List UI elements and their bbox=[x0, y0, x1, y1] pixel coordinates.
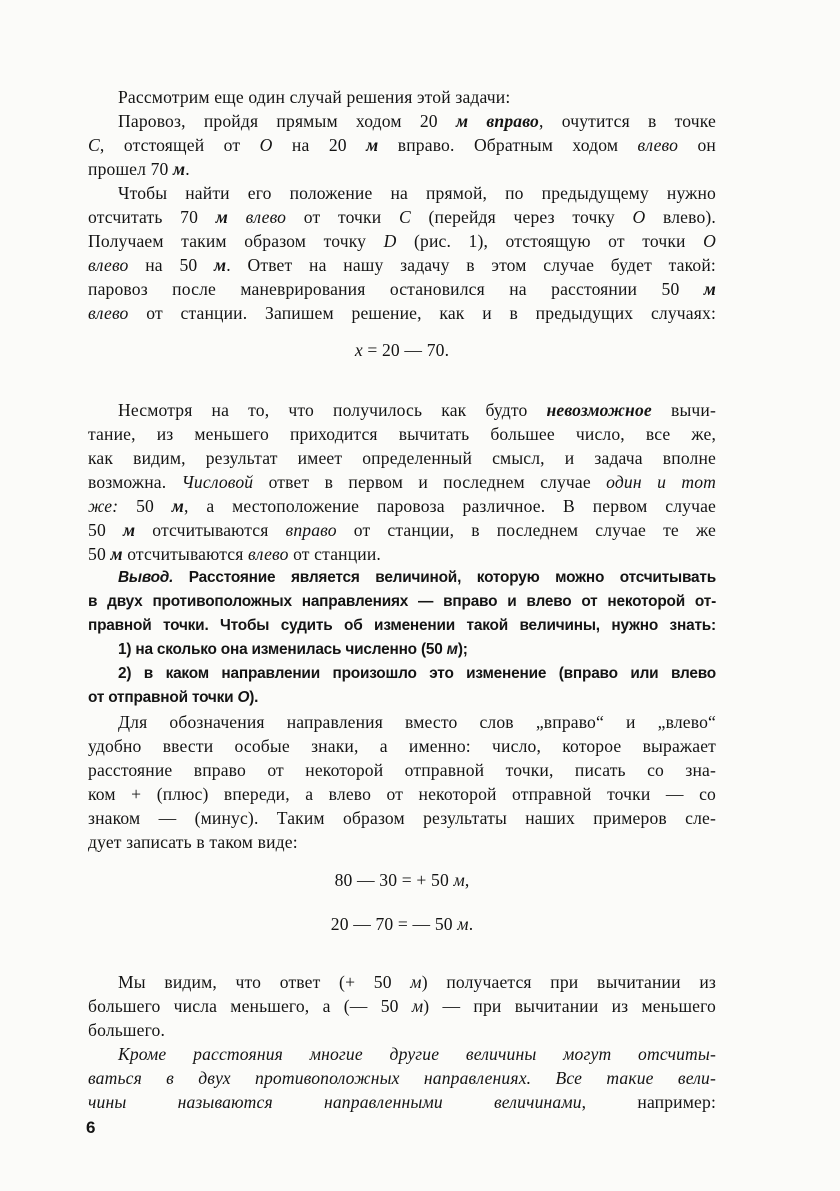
text-line: как видим, результат имеет определенный смысл, и задача вполне bbox=[88, 448, 716, 468]
text-line: расстояние вправо от некоторой отправной точки, писать со зна- bbox=[88, 760, 716, 780]
text-line: Чтобы найти его положение на прямой, по предыдущему нужно bbox=[118, 183, 716, 203]
conclusion-line: 2) в каком направлении произошло это изменение (вправо или влево bbox=[118, 665, 716, 682]
text-line: отсчитать 70 м влево от точки C (перейдя через точку O влево). bbox=[88, 207, 716, 227]
text-line: Рассмотрим еще один случай решения этой задачи: bbox=[118, 87, 511, 107]
formula: 20 — 70 = — 50 м. bbox=[330, 914, 474, 934]
text-line: большего. bbox=[88, 1020, 165, 1040]
text-line: 50 м отсчитываются влево от станции. bbox=[88, 544, 381, 564]
text-line: Мы видим, что ответ (+ 50 м) получается при вычитании из bbox=[118, 972, 716, 992]
text-line: Для обозначения направления вместо слов „вправо“ и „влево“ bbox=[118, 712, 716, 732]
text-line: C, отстоящей от O на 20 м вправо. Обратным ходом влево он bbox=[88, 135, 716, 155]
text-line: 50 м отсчитываются вправо от станции, в последнем случае те же bbox=[88, 520, 716, 540]
text-line: знаком — (минус). Таким образом результаты наших примеров сле- bbox=[88, 808, 716, 828]
conclusion-line: в двух противоположных направлениях — вправо и влево от некоторой от- bbox=[88, 593, 716, 610]
text-line: влево на 50 м. Ответ на нашу задачу в этом случае будет такой: bbox=[88, 255, 716, 275]
text-line: дует записать в таком виде: bbox=[88, 832, 298, 852]
text-line: Несмотря на то, что получилось как будто невозможное вычи- bbox=[118, 400, 716, 420]
text-line: Получаем таким образом точку D (рис. 1), отстоящую от точки O bbox=[88, 231, 716, 251]
page-number: 6 bbox=[86, 1118, 96, 1137]
text-line: ком + (плюс) впереди, а влево от некоторой отправной точки — со bbox=[88, 784, 716, 804]
text-line: же: 50 м, а местоположение паровоза различное. В первом случае bbox=[88, 496, 716, 516]
text-line: большего числа меньшего, а (— 50 м) — при вычитании из меньшего bbox=[88, 996, 717, 1016]
text-line: удобно ввести особые знаки, а именно: число, которое выражает bbox=[88, 736, 716, 756]
text-line: ваться в двух противоположных направлениях. Все такие вели- bbox=[88, 1068, 716, 1088]
formula: x = 20 — 70. bbox=[354, 340, 450, 360]
conclusion-line: Вывод. Расстояние является величиной, которую можно отсчитывать bbox=[118, 569, 716, 586]
text-line: Кроме расстояния многие другие величины могут отсчиты- bbox=[118, 1044, 716, 1064]
conclusion-line: правной точки. Чтобы судить об изменении такой величины, нужно знать: bbox=[88, 617, 716, 634]
text-line: возможна. Числовой ответ в первом и последнем случае один и тот bbox=[88, 472, 717, 492]
text-line: тание, из меньшего приходится вычитать большее число, все же, bbox=[88, 424, 716, 444]
text-line: прошел 70 м. bbox=[88, 159, 190, 179]
conclusion-line: от отправной точки O). bbox=[88, 689, 259, 706]
text-line: Паровоз, пройдя прямым ходом 20 м вправо, очутится в точке bbox=[118, 111, 716, 131]
text-line: паровоз после маневрирования остановился на расстоянии 50 м bbox=[88, 279, 716, 299]
conclusion-line: 1) на сколько она изменилась численно (50 м); bbox=[118, 641, 468, 658]
text-line: влево от станции. Запишем решение, как и в предыдущих случаях: bbox=[88, 303, 716, 323]
formula: 80 — 30 = + 50 м, bbox=[334, 870, 470, 890]
text-line: чины называются направленными величинами, например: bbox=[88, 1092, 716, 1112]
